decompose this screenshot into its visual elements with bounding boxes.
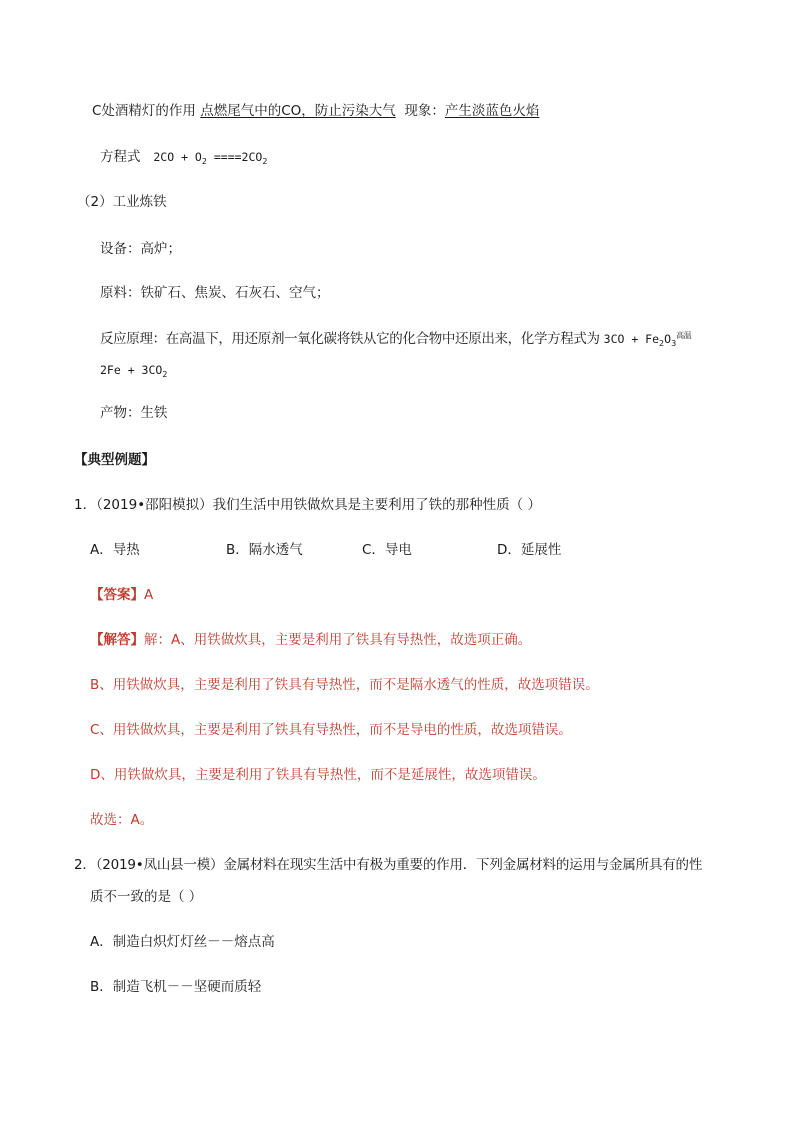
c-lamp-prefix: C处酒精灯的作用 xyxy=(92,103,201,119)
q1-conclusion: 故选：A。 xyxy=(90,812,154,828)
c-lamp-line xyxy=(92,102,539,120)
equation-line xyxy=(100,148,267,166)
q2-stem-line-1: 2．（2019•凤山县一模）金属材料在现实生活中有极为重要的作用．下列金属材料的运用与金属所具有的性 xyxy=(74,857,703,873)
co2-subscript: 2 xyxy=(262,157,268,166)
q1-analysis-line-3: C、用铁做炊具，主要是利用了铁具有导热性，而不是导电的性质，故选项错误。 xyxy=(90,722,572,738)
principle-line-2 xyxy=(100,361,167,379)
q1-option-d: D．延展性 xyxy=(497,542,562,558)
o-letter: O xyxy=(664,332,672,346)
q1-analysis-line-4: D、用铁做炊具，主要是利用了铁具有导热性，而不是延展性，故选项错误。 xyxy=(90,767,546,783)
answer-label: 【答案】 xyxy=(90,587,144,603)
o2-subscript: 2 xyxy=(201,157,207,166)
principle-eq-line2: 2Fe + 3CO xyxy=(100,363,163,377)
equation-arrow: ====2CO xyxy=(206,150,263,164)
equation-left: 2CO + O xyxy=(153,150,202,164)
principle-text: 反应原理：在高温下，用还原剂一氧化碳将铁从它的化合物中还原出来，化学方程式为 xyxy=(100,331,604,347)
q1-answer xyxy=(90,586,153,604)
equation-label: 方程式 xyxy=(100,149,154,165)
phenomenon-value: 产生淡蓝色火焰 xyxy=(444,103,540,119)
answer-value: A xyxy=(144,587,154,603)
reaction-condition: 高温 xyxy=(676,331,692,340)
q2-option-a: A．制造白炽灯灯丝－－熔点高 xyxy=(90,934,275,950)
q2-option-b: B．制造飞机－－坚硬而质轻 xyxy=(90,979,262,995)
o-subscript: 3 xyxy=(671,339,677,348)
q2-stem-line-2: 质不一致的是（ ） xyxy=(90,889,203,905)
equipment-line: 设备：高炉； xyxy=(100,241,181,257)
analysis-text: 解：A、用铁做炊具，主要是利用了铁具有导热性，故选项正确。 xyxy=(144,632,532,648)
analysis-label: 【解答】 xyxy=(90,632,144,648)
phenomenon-label: 现象： xyxy=(395,103,445,119)
principle-eq: 3CO + Fe xyxy=(603,332,660,346)
c-lamp-purpose: 点燃尾气中的CO，防止污染大气 xyxy=(200,103,396,119)
section-title: 【典型例题】 xyxy=(74,452,155,468)
product-line: 产物：生铁 xyxy=(100,405,168,421)
q1-option-a: A．导热 xyxy=(90,542,140,558)
q1-stem: 1．（2019•邵阳模拟）我们生活中用铁做炊具是主要利用了铁的那种性质（ ） xyxy=(74,497,541,513)
fe-subscript: 2 xyxy=(659,339,665,348)
q1-analysis-line-1 xyxy=(90,631,531,649)
q1-analysis-line-2: B、用铁做炊具，主要是利用了铁具有导热性，而不是隔水透气的性质，故选项错误。 xyxy=(90,677,599,693)
materials-line: 原料：铁矿石、焦炭、石灰石、空气； xyxy=(100,285,330,301)
q1-option-b: B．隔水透气 xyxy=(226,542,303,558)
q1-option-c: C．导电 xyxy=(362,542,412,558)
industrial-heading: （2）工业炼铁 xyxy=(77,194,167,210)
principle-line xyxy=(100,327,691,348)
co2-subscript-2: 2 xyxy=(162,370,168,379)
